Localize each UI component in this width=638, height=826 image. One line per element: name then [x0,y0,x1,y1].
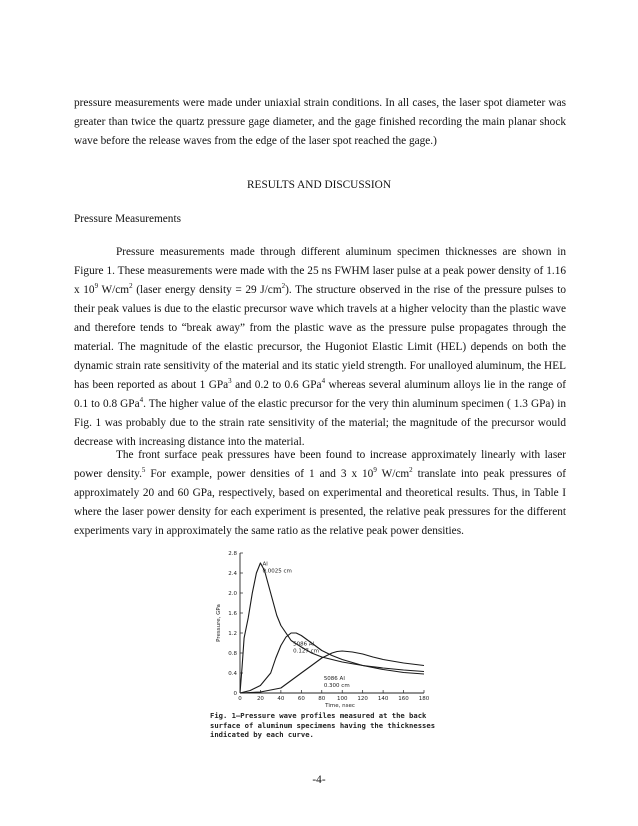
para2-text: translate into peak pressures of approximately 20 and 60 GPa, respectively, based on experimental and theoretical results. Thus, in Table I where the laser power density for each experiment is presented, the relative peak pressures for the different experiments vary in approximately the same ratio as the relative peak power densities. [74,468,566,537]
series-label: 5086 Al [323,676,345,682]
figure-caption: Fig. 1—Pressure wave profiles measured at the back surface of aluminum specimens having the thicknesses indicated by each curve. [210,711,436,739]
para1-text: and 0.2 to 0.6 GPa [231,379,322,391]
series-line [240,563,424,693]
superscript: 9 [373,466,377,475]
x-tick-label: 180 [418,696,430,702]
x-tick-label: 100 [336,696,348,702]
x-tick-label: 160 [398,696,409,702]
para2-text: The front surface peak pressures have been found to increase approximately linearly with laser power density. [74,449,566,480]
x-tick-label: 80 [318,696,326,702]
superscript: 4 [321,377,326,386]
para2-text: For example, power densities of 1 and 3 x 10 [145,468,374,480]
x-tick-label: 60 [297,696,305,702]
figure-1 [196,547,441,752]
series-label: 5086 Al [293,641,315,648]
para1-text: ). The structure observed in the rise of the pressure pulses to their peak values is due to the elastic precursor wave which travels at a higher velocity than the plastic wave and therefore tends to “break away” from the plastic wave as the pressure pulse propagates through the material. The magnitude of the elastic precursor, the Hugoniot Elastic Limit (HEL) depends on both the dynamic strain rate sensitivity of the material and its static yield strength. For unalloyed aluminum, the HEL has been reported as about 1 GPa [74,284,566,391]
y-tick-label: 0 [233,691,237,697]
superscript: 2 [409,466,413,475]
para1-text: whereas several aluminum alloys lie in the range of 0.1 to 0.8 GPa [74,379,567,410]
y-tick-label: 2.0 [228,591,237,597]
x-tick-label: 0 [238,696,242,702]
y-axis-title: Pressure, GPa [216,604,222,642]
series-label: 0.300 cm [323,683,350,689]
subsection-title: Pressure Measurements [74,213,181,225]
series-label: 0.0025 cm [262,568,292,575]
x-tick-label: 20 [256,696,264,702]
superscript: 2 [129,282,133,291]
superscript: 4 [139,396,144,405]
series-label: 0.127 cm [293,648,320,655]
y-tick-label: 2.8 [228,551,237,557]
x-tick-label: 120 [357,696,368,702]
y-tick-label: 2.4 [228,571,237,577]
paragraph-2 [74,446,566,541]
x-axis-title: Time, nsec [325,703,355,709]
para1-text: W/cm [98,284,130,296]
pressure-chart [196,547,441,709]
x-tick-label: 40 [277,696,285,702]
paragraph-1 [74,243,566,452]
y-tick-label: 0.4 [228,671,237,677]
para1-text: (laser energy density = 29 J/cm [132,284,282,296]
y-tick-label: 1.6 [228,611,237,617]
section-title: RESULTS AND DISCUSSION [247,179,391,191]
superscript: 5 [141,466,146,475]
intro-text: pressure measurements were made under uniaxial strain conditions. In all cases, the laser spot diameter was greater than twice the quartz pressure gage diameter, and the gage finished recording the main planar shock wave before the release waves from the edge of the laser spot reached the gage.) [74,97,566,147]
superscript: 3 [228,377,232,386]
y-tick-label: 0.8 [228,651,237,657]
para1-text: Pressure measurements made through different aluminum specimen thicknesses are shown in Figure 1. These measurements were made with the 25 ns FWHM laser pulse at a peak power density of 1.16 x 10 [74,246,566,296]
superscript: 9 [94,282,99,291]
series-label: Al [262,561,268,568]
x-tick-label: 140 [377,696,389,702]
page-number: -4- [312,774,326,786]
superscript: 2 [281,282,286,291]
intro-paragraph [74,94,566,151]
para1-text: . The higher value of the elastic precursor for the very thin aluminum specimen ( 1.3 GPa) in Fig. 1 was probably due to the strain rate sensitivity of the material; the magnitude of the precursor would decrease with increasing distance into the material. [74,398,566,448]
y-tick-label: 1.2 [228,631,237,637]
para2-text: W/cm [376,468,410,480]
